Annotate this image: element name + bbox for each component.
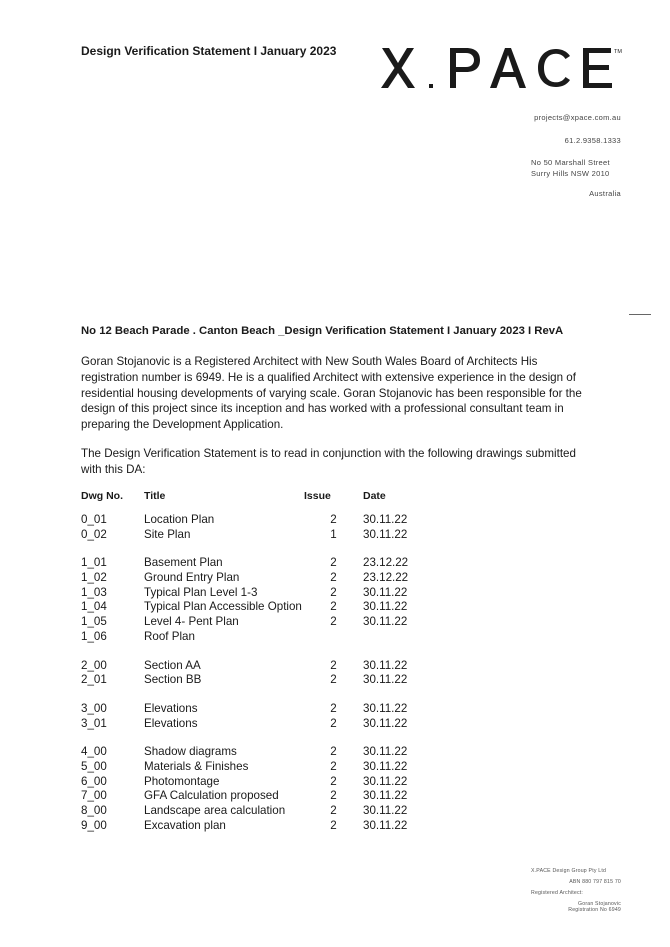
- cell-date: 30.11.22: [363, 774, 408, 788]
- cell-issue: 2: [330, 789, 337, 803]
- cell-date: 30.11.22: [363, 513, 408, 526]
- cell-issue: 2: [330, 615, 337, 629]
- cell-dwg-no: 0_01: [81, 513, 107, 526]
- footer-architect-name: Goran Stojanovic: [578, 901, 621, 907]
- cell-issue: 2: [330, 804, 337, 817]
- cell-title: Basement Plan: [144, 556, 223, 570]
- footer-registered-label: Registered Architect:: [531, 890, 584, 896]
- cell-date: 30.11.22: [363, 745, 408, 759]
- cell-title: Landscape area calculation: [144, 804, 286, 817]
- cell-title: Ground Entry Plan: [144, 571, 240, 585]
- cell-issue: [304, 630, 363, 645]
- cell-date: [363, 630, 423, 645]
- drawing-schedule-table: [81, 490, 423, 833]
- cell-title: Elevations: [144, 701, 198, 715]
- cell-dwg-no: 3_01: [81, 716, 107, 730]
- cell-date: 30.11.22: [363, 600, 408, 614]
- cell-issue: 2: [330, 774, 337, 788]
- cell-issue: 2: [330, 818, 337, 832]
- cell-date: 30.11.22: [363, 615, 408, 629]
- cell-title: Excavation plan: [144, 818, 226, 832]
- cell-dwg-no: 2_00: [81, 658, 107, 672]
- trademark-mark: TM: [614, 49, 622, 55]
- cell-date: 30.11.22: [363, 789, 408, 803]
- cell-title: Shadow diagrams: [144, 745, 237, 759]
- table-row: [81, 789, 423, 804]
- cell-date: 30.11.22: [363, 658, 408, 672]
- table-row: [81, 513, 423, 528]
- cell-dwg-no: 0_02: [81, 527, 107, 541]
- document-header-title: Design Verification Statement I January 2023: [81, 44, 337, 58]
- cell-dwg-no: 1_05: [81, 615, 107, 629]
- cell-title: Photomontage: [144, 774, 220, 788]
- cell-date: 30.11.22: [363, 818, 408, 832]
- cell-issue: 2: [330, 716, 337, 730]
- col-header-date: Date: [363, 490, 386, 502]
- xpace-logo: [380, 42, 620, 94]
- cell-issue: 2: [330, 759, 337, 773]
- cell-date: 30.11.22: [363, 701, 408, 715]
- cell-dwg-no: 1_01: [81, 556, 107, 570]
- cell-issue: 2: [330, 571, 337, 585]
- col-header-dwg-no: Dwg No.: [81, 490, 123, 502]
- cell-dwg-no: 1_03: [81, 585, 107, 599]
- cell-title: Site Plan: [144, 527, 191, 541]
- table-row: [81, 542, 423, 571]
- cell-title: Location Plan: [144, 513, 215, 526]
- intro-paragraph: Goran Stojanovic is a Registered Architect with New South Wales Board of Architects His registration number is 6949. He is a qualified Architect with extensive experience in the design of residential housing developments of varying scale. Goran Stojanovic has been responsible for the design of this project since its inception and has worked with a professional consultant team in preparing the Development Application.: [81, 355, 582, 432]
- table-row: [81, 586, 423, 601]
- cell-date: 30.11.22: [363, 804, 408, 817]
- table-row: [81, 528, 423, 543]
- cell-dwg-no: 5_00: [81, 759, 107, 773]
- cell-issue: 2: [330, 600, 337, 614]
- footer-abn: ABN 880 797 815 70: [569, 879, 621, 885]
- cell-date: 30.11.22: [363, 673, 408, 687]
- table-header-row: [81, 490, 423, 513]
- col-header-issue: Issue: [304, 490, 331, 502]
- cell-dwg-no: 1_02: [81, 571, 107, 585]
- cell-dwg-no: 9_00: [81, 818, 107, 832]
- drawings-intro-paragraph: The Design Verification Statement is to read in conjunction with the following drawings submitted with this DA:: [81, 447, 576, 476]
- cell-title: Typical Plan Level 1-3: [144, 585, 258, 599]
- table-row: [81, 645, 423, 674]
- cell-title: Materials & Finishes: [144, 759, 249, 773]
- table-body: [81, 513, 423, 833]
- cell-date: 30.11.22: [363, 716, 408, 730]
- cell-issue: 2: [330, 745, 337, 759]
- cell-issue: 1: [330, 527, 337, 541]
- cell-dwg-no: 3_00: [81, 701, 107, 715]
- cell-issue: 2: [330, 701, 337, 715]
- cell-dwg-no: 8_00: [81, 804, 107, 817]
- cell-dwg-no: 4_00: [81, 745, 107, 759]
- contact-email: projects@xpace.com.au: [534, 113, 621, 122]
- address-country: Australia: [589, 189, 621, 198]
- contact-phone: 61.2.9358.1333: [564, 136, 621, 145]
- cell-issue: 2: [330, 673, 337, 687]
- cell-title: Elevations: [144, 716, 198, 730]
- cell-title: Level 4- Pent Plan: [144, 615, 239, 629]
- cell-dwg-no: 1_06: [81, 629, 107, 643]
- table-row: [81, 760, 423, 775]
- cell-date: 23.12.22: [363, 571, 409, 585]
- table-row: [81, 717, 423, 732]
- cell-issue: 2: [330, 556, 337, 570]
- cell-title: Roof Plan: [144, 629, 195, 643]
- cell-dwg-no: 2_01: [81, 673, 107, 687]
- table-row: [81, 673, 423, 688]
- table-row: [81, 615, 423, 630]
- address-line-2: Surry Hills NSW 2010: [531, 169, 610, 178]
- footer-registration: Registration No 6949: [568, 907, 621, 913]
- cell-title: GFA Calculation proposed: [144, 789, 279, 803]
- cell-title: Typical Plan Accessible Option: [144, 600, 302, 614]
- table-row: [81, 804, 423, 819]
- table-row: [81, 688, 423, 717]
- col-header-title: Title: [144, 490, 166, 502]
- cell-date: 30.11.22: [363, 759, 408, 773]
- cell-issue: 2: [330, 585, 337, 599]
- address-line-1: No 50 Marshall Street: [531, 158, 610, 167]
- cell-date: 30.11.22: [363, 527, 408, 541]
- cell-date: 23.12.22: [363, 556, 409, 570]
- cell-title: Section BB: [144, 673, 202, 687]
- table-row: [81, 630, 423, 645]
- table-row: [81, 775, 423, 790]
- margin-marker: [629, 314, 651, 315]
- table-row: [81, 819, 423, 834]
- table-row: [81, 731, 423, 760]
- cell-title: Section AA: [144, 658, 201, 672]
- footer-company: X.PACE Design Group Pty Ltd: [531, 868, 607, 874]
- document-heading: No 12 Beach Parade . Canton Beach _Design Verification Statement I January 2023 I RevA: [81, 325, 564, 337]
- cell-dwg-no: 7_00: [81, 789, 107, 803]
- cell-dwg-no: 6_00: [81, 774, 107, 788]
- cell-issue: 2: [330, 658, 337, 672]
- cell-date: 30.11.22: [363, 585, 408, 599]
- table-row: [81, 600, 423, 615]
- cell-issue: 2: [330, 513, 337, 526]
- table-row: [81, 571, 423, 586]
- cell-dwg-no: 1_04: [81, 600, 107, 614]
